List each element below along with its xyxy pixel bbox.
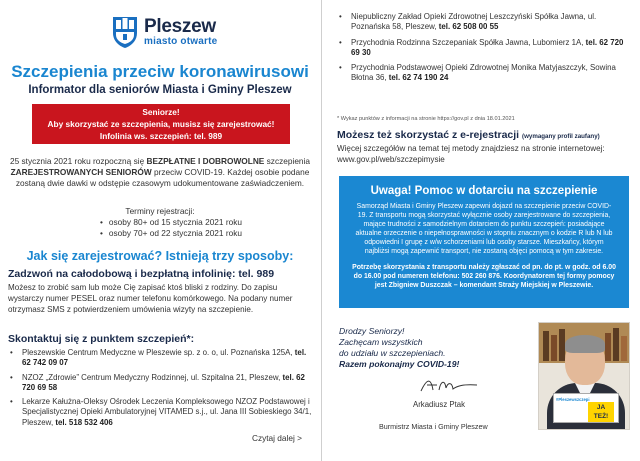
read-more-link[interactable]: Czytaj dalej > xyxy=(251,433,302,443)
clinic-list xyxy=(8,348,312,432)
ereg-paragraph: Więcej szczegółów na temat tej metody znajdziesz na stronie internetowej: www.gov.pl/web/szczepimysie xyxy=(337,144,605,164)
list-item xyxy=(337,63,633,84)
badge-line: JA xyxy=(596,404,606,411)
campaign-hashtag: #Pleszewszczepi xyxy=(556,397,590,402)
ereg-heading-text: Możesz też skorzystać z e-rejestracji xyxy=(337,129,520,141)
pleszew-logo xyxy=(110,14,217,50)
intro-text-2: szczepienia xyxy=(264,156,311,166)
transport-box xyxy=(339,176,629,308)
transport-heading: Uwaga! Pomoc w dotarciu na szczepienie xyxy=(370,185,598,197)
mayor-photo xyxy=(538,322,630,430)
appeal-line: do udziału w szczepieniach. xyxy=(339,348,446,358)
clinic-text: Przychodnia Podstawowej Opieki Zdrowotnej Monika Matyjaszczyk, Sowina Błotna 36, xyxy=(351,63,616,83)
badge-line: TEŻ! xyxy=(593,412,609,420)
points-heading: Skontaktuj się z punktem szczepień*: xyxy=(8,333,195,345)
ereg-note: (wymagany profil zaufany) xyxy=(522,133,600,140)
list-item: • osoby 80+ od 15 stycznia 2021 roku xyxy=(100,217,242,228)
alert-line-1: Seniorze! xyxy=(142,107,180,117)
handwritten-signature xyxy=(419,376,479,394)
register-heading: Jak się zarejestrować? Istnieją trzy sposoby: xyxy=(26,249,294,263)
terms-title: Terminy rejestracji: xyxy=(125,206,195,216)
campaign-card xyxy=(553,393,619,423)
clinic-list-continued xyxy=(337,12,633,89)
clinic-phone: tel. 518 532 406 xyxy=(55,417,113,427)
intro-text-3: przeciw COVID-19. Każdej osobie podane zostaną dwie dawki w odstępie czasowym udokumentowane zaświadczeniem. xyxy=(15,167,310,188)
intro-bold-2: ZAREJESTROWANYCH SENIORÓW xyxy=(10,167,152,177)
alert-line-2: Aby skorzystać ze szczepienia, musisz się zarejestrować! xyxy=(47,119,275,129)
clinic-phone: tel. 62 508 00 55 xyxy=(438,22,499,32)
page-title: Szczepienia przeciw koronawirusowi xyxy=(11,62,309,81)
clinic-text: Pleszewskie Centrum Medyczne w Pleszewie sp. z o. o, ul. Poznańska 125A, xyxy=(22,348,295,357)
right-page xyxy=(323,0,640,461)
signer-role: Burmistrz Miasta i Gminy Pleszew xyxy=(379,422,488,431)
clinic-text: Niepubliczny Zakład Opieki Zdrowotnej Leszczyński Spółka Jawna, ul. Poznańska 58, Pleszew, xyxy=(351,12,597,32)
list-item xyxy=(8,397,312,428)
ereg-heading xyxy=(337,129,600,141)
transport-text: Samorząd Miasta i Gminy Pleszew zapewni dojazd na szczepienie przeciw COVID-19. Z transportu mogą skorzystać wyłącznie osoby zarejestrowane do szczepienia, mające trudności z samodzielnym dotarciem do punktu szczepień: posiadające aktualne orzeczenie o niepełnosprawności w stopniu znacznym o kodzie R lub N lub odpowiedni I grupę z w/w schorzeniami lub osoby starsze. Mieszkańcy, którym najbliżsi mogą zapewnić transport, nie zostaną objęci pomocą w tym zakresie. xyxy=(355,203,613,255)
list-item: • osoby 70+ od 22 stycznia 2021 roku xyxy=(100,228,242,239)
page-divider xyxy=(321,0,322,461)
clinic-phone: tel. 62 720 69 30 xyxy=(351,37,624,57)
logo-tagline: miasto otwarte xyxy=(144,36,218,47)
appeal-line: Razem pokonajmy COVID-19! xyxy=(339,359,460,369)
intro-paragraph xyxy=(8,156,312,189)
campaign-badge xyxy=(588,402,614,422)
list-item xyxy=(337,12,633,33)
list-item xyxy=(8,348,312,369)
list-item xyxy=(337,38,633,59)
alert-box xyxy=(32,104,290,144)
terms-list xyxy=(100,217,242,239)
page-subtitle: Informator dla seniorów Miasta i Gminy Pleszew xyxy=(28,84,292,96)
appeal-line: Drodzy Seniorzy! xyxy=(339,326,405,336)
intro-text-1: 25 stycznia 2021 roku rozpoczną się xyxy=(9,156,147,166)
transport-contact: Potrzebę skorzystania z transportu należy zgłaszać od pn. do pt. w godz. od 6.00 do 16.00 pod numerem telefonu: 502 260 876. Koordynatorem tej formy pomocy jest Zbigniew Duszczak – komendant Straży Miejskiej w Pleszewie. xyxy=(352,264,616,289)
hotline-heading: Zadzwoń na całodobową i bezpłatną infolinię: tel. 989 xyxy=(8,268,275,280)
clinic-phone: tel. 62 74 190 24 xyxy=(388,73,449,83)
appeal-text xyxy=(339,326,459,370)
city-crest-icon xyxy=(110,15,140,49)
clinic-phone: tel. 62 720 69 58 xyxy=(22,372,305,392)
logo-name: Pleszew xyxy=(144,16,216,37)
intro-bold-1: BEZPŁATNE I DOBROWOLNE xyxy=(146,156,265,166)
list-item xyxy=(8,373,312,394)
clinic-text: Lekarze Kałużna-Oleksy Ośrodek Leczenia Kompleksowego NZOZ Podstawowej i Specjalistycznej Opieki Ambulatoryjnej VITAMED s.j., ul. Jana III Sobieskiego 34/1, Pleszew, xyxy=(22,397,312,427)
clinic-text: Przychodnia Rodzinna Szczepaniak Spółka Jawna, Lubomierz 1A, xyxy=(351,37,586,47)
clinic-phone: tel. 62 742 09 07 xyxy=(22,348,307,368)
clinic-text: NZOZ „Zdrowie” Centrum Medyczny Rodzinnej, ul. Szpitalna 21, Pleszew, xyxy=(22,372,283,382)
footnote: * Wykaz punktów z informacji na stronie https://gov.pl z dnia 18.01.2021 xyxy=(337,116,515,122)
signer-name: Arkadiusz Ptak xyxy=(413,400,466,409)
hotline-paragraph: Możesz to zrobić sam lub może Cię zapisać ktoś bliski z rodziny. Do zapisu wystarczy numer PESEL oraz numer telefonu komórkowego. Na podany numer otrzymasz SMS z potwierdzeniem umówienia wizyty na szczepienie. xyxy=(8,283,293,314)
appeal-line: Zachęcam wszystkich xyxy=(339,337,423,347)
alert-line-3: Infolinia ws. szczepień: tel. 989 xyxy=(99,131,223,141)
